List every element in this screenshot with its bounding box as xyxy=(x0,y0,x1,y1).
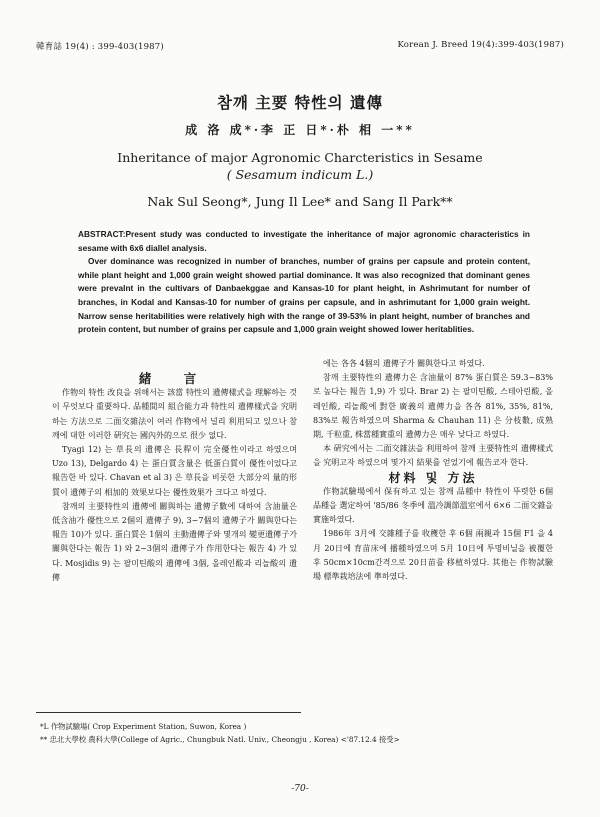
intro-paragraph-5: 참깨 主要特性의 遺傳力은 含油量이 87% 蛋白質은 59.3~83% 로 높다는 報告 1,9) 가 있다. Brar 2) 는 팔미틴酸, 스테아린酸, 올레인酸, 리놀酸에 對한 廣義의 遺傳力을 各各 81%, 35%, 81%, 83%로 報告하였으며 Sharma & Chauhan 11) 은 分枝數, 成熟期, 千粒重, 株當種實重의 遺傳力은 매우 낮다고 하였다. xyxy=(313,373,553,440)
body-left-column xyxy=(52,372,297,585)
footnote-affiliation-1: *L 作物試驗場( Crop Experiment Station, Suwon, Korea ) xyxy=(40,722,247,731)
methods-paragraph-1: 作物試驗場에서 保有하고 있는 참깨 品種中 特性이 뚜렷한 6個 品種을 選定하여 '85/86 冬季에 溫冷調節溫室에서 6×6 二面交雜을 實施하였다. xyxy=(313,486,553,525)
footnote-divider xyxy=(36,712,301,713)
body-right-column xyxy=(313,357,553,584)
intro-paragraph-6: 本 硏究에서는 二面交雜法을 利用하여 참깨 主要特性의 遺傳樣式을 究明고자 하였으며 몇가지 結果를 얻었기에 報告코자 한다. xyxy=(313,444,553,468)
abstract xyxy=(78,228,530,337)
page-number: -70- xyxy=(291,784,309,794)
intro-paragraph-4: 에는 各各 4個의 遺傳子가 關與한다고 하였다. xyxy=(323,359,485,368)
footnotes xyxy=(40,720,560,746)
paper-title-korean: 참깨 主要 特性의 遺傳 xyxy=(216,93,384,112)
authors-english: Nak Sul Seong*, Jung Il Lee* and Sang Il Park** xyxy=(147,194,453,209)
intro-paragraph-1: 作物의 特性 改良을 위해서는 該當 特性의 遺傳樣式을 理解하는 것이 무엇보다 重要하다. 品種間의 組合能力과 特性의 遺傳樣式을 究明하는 方法으로 二面交雜法이 여러 作物에서 널리 利用되고 있으나 참깨에 대한 이러한 硏究는 國內外的으로 很少 없다. xyxy=(52,388,297,440)
intro-paragraph-2: Tyagi 12) 는 草長의 遺傳은 長稈이 完全優性이라고 하였으며 Uzo 13), Delgardo 4) 는 蛋白質含量은 低蛋白質이 優性이었다고 報告한 바 있다. Chavan et al 3) 은 草長을 비롯한 大部分의 量的形質이 遺傳子의 相加的 效果보다는 優性效果가 크다고 하였다. xyxy=(52,445,297,497)
authors-korean: 成 洛 成*·李 正 日*·朴 相 一** xyxy=(185,123,415,137)
abstract-paragraph-2: Over dominance was recognized in number of branches, number of grains per capsule and protein content, while plant height and 1,000 grain weight showed partial dominance. It was also recognized that dominant genes were prevalnt in the cultivars of Danbaekggae and Kansas-10 for plant height, in Ashrimutant for number of branches, in Kodal and Kansas-10 for number of grains per capsule, and in ashrimutant for 1,000 grain weight. Narrow sense heritabilities were relatively high with the range of 39-53% in plant height, number of branches and protein content, but number of grains per capsule and 1,000 grain weight showed lower heritablities. xyxy=(78,256,530,335)
methods-paragraph-2: 1986年 3月에 交雜種子를 收穫한 후 6個 兩親과 15個 F1 을 4月 20日에 育苗床에 播種하였으며 5月 10日에 투명비닐을 被覆한 후 50cm×10cm간격으로 20日苗를 移植하였다. 其他는 作物試驗場 標準栽培法에 準하였다. xyxy=(313,529,553,582)
footnote-affiliation-2: ** 忠北大學校 農科大學(College of Agric., Chungbuk Natl. Univ., Cheongju , Korea) <'87.12.4 接受> xyxy=(40,735,400,744)
paper-title-scientific-name: ( Sesamum indicum L.) xyxy=(226,167,374,182)
abstract-paragraph-1: ABSTRACT:Present study was conducted to investigate the inheritance of major agronomic characteristics in sesame with 6x6 diallel analysis. xyxy=(78,229,530,253)
paper-title-english: Inheritance of major Agronomic Charcteristics in Sesame xyxy=(117,150,483,165)
intro-paragraph-3: 참깨의 主要特性의 遺傳에 關與하는 遺傳子數에 대하여 含油量은 低含油가 優性으로 2個의 遺傳子 9), 3~7個의 遺傳子가 關與한다는 報告 10)가 있다. 蛋白質은 1個의 主動遺傳子와 몇개의 變更遺傳子가 關與한다는 報告 1) 와 2~3個의 遺傳子가 作用한다는 報告 4) 가 있다. Mosjidis 9) 는 팔미틴酸의 遺傳에 3個, 올레인酸과 리놀酸의 遺傳 xyxy=(52,501,297,582)
section-heading-materials-methods: 材料 및 方法 xyxy=(388,470,478,485)
section-heading-introduction: 緒 言 xyxy=(138,371,211,386)
journal-citation-left: 韓育誌 19(4) : 399-403(1987) xyxy=(36,42,164,52)
journal-citation-right: Korean J. Breed 19(4):399-403(1987) xyxy=(397,40,564,50)
